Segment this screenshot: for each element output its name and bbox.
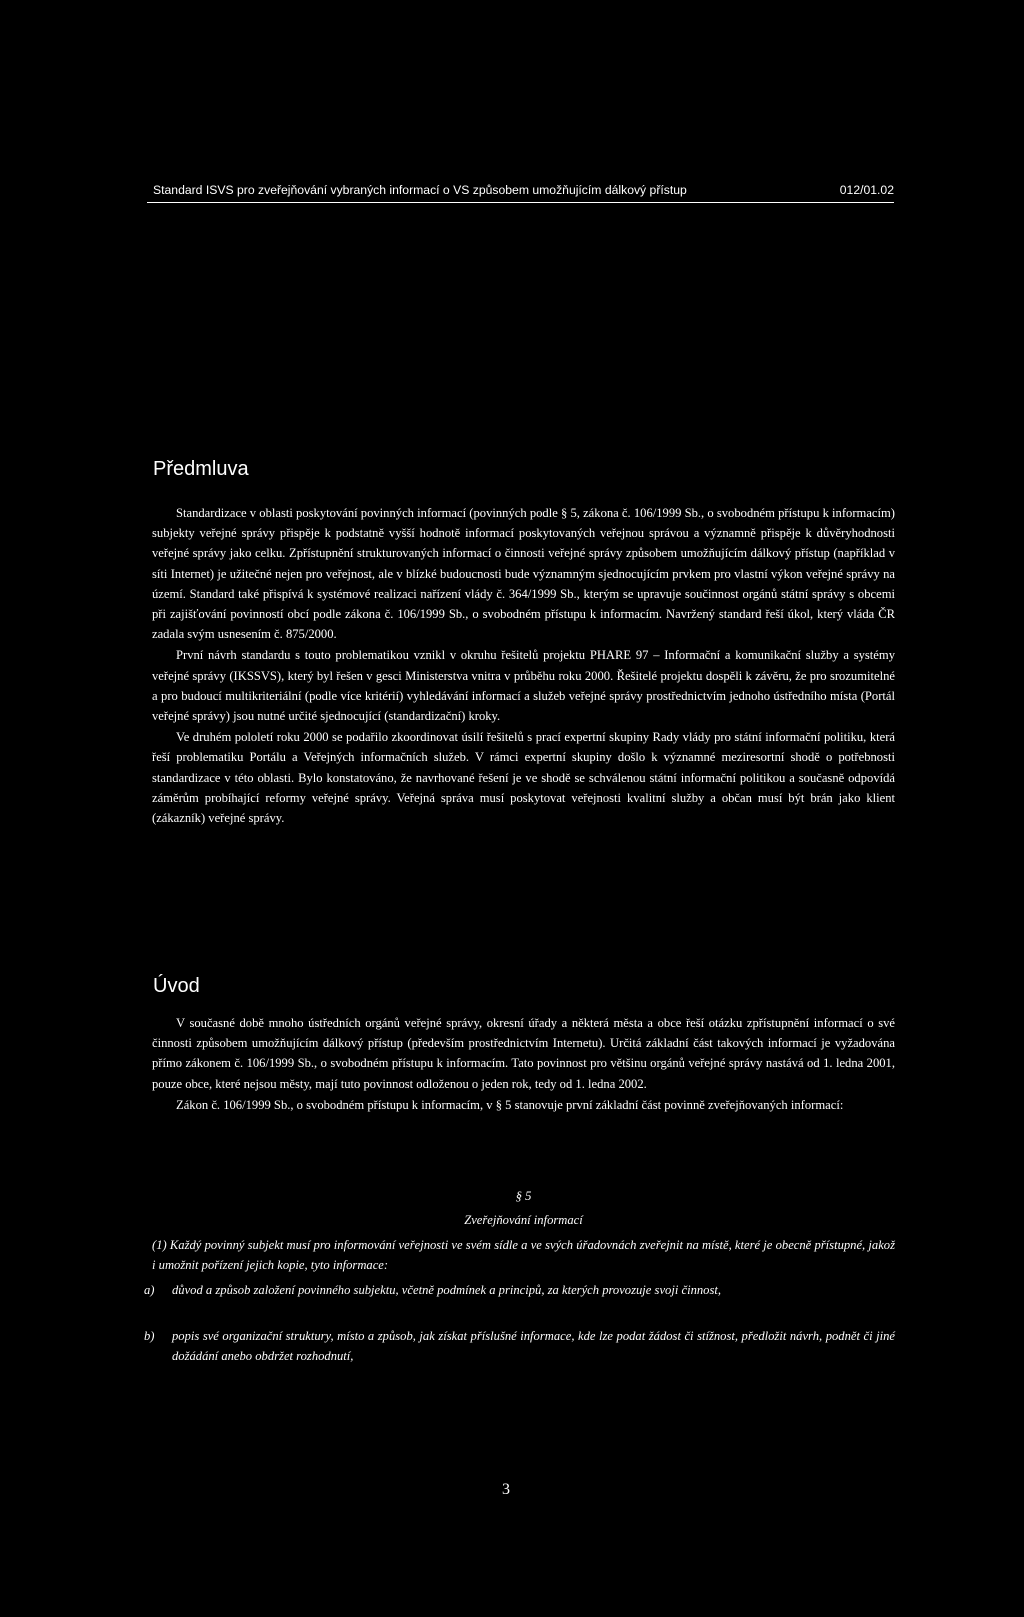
header-title: Standard ISVS pro zveřejňování vybraných informací o VS způsobem umožňujícím dálkový přístup (153, 183, 687, 197)
law-list-marker: b) (144, 1329, 155, 1343)
law-section-number: § 5 (515, 1189, 532, 1203)
introduction-body (152, 1013, 895, 1115)
law-list-text: důvod a způsob založení povinného subjektu, včetně podmínek a principů, za kterých provozuje svoji činnost, (172, 1283, 722, 1297)
law-paragraph-text: (1) Každý povinný subjekt musí pro informování veřejnosti ve svém sídle a ve svých úřadovnách zveřejnit na místě, které je obecně přístupné, jakož i umožnit pořízení jejich kopie, tyto informace: (152, 1238, 895, 1273)
law-list-item-b (144, 1326, 895, 1366)
law-list-text: popis své organizační struktury, místo a způsob, jak získat příslušné informace, kde lze podat žádost či stížnost, předložit návrh, podnět či jiné dožádání anebo obdržet rozhodnutí, (172, 1329, 895, 1364)
law-list-item-a (144, 1280, 895, 1300)
law-list-marker: a) (144, 1283, 155, 1297)
foreword-paragraph-1: Standardizace v oblasti poskytování povinných informací (povinných podle § 5, zákona č. 106/1999 Sb., o svobodném přístupu k informacím) subjekty veřejné správy přispěje k podstatně vyšší hodnotě informací poskytovaných veřejnou správou a významně přispěje k důvěryhodnosti veřejné správy jako celku. Zpřístupnění strukturovaných informací o činnosti veřejné správy způsobem umožňujícím dálkový přístup (například v síti Internet) je užitečné nejen pro veřejnost, ale v blízké budoucnosti bude významným sjednocujícím prvkem pro vlastní výkon veřejné správy na území. Standard také přispívá k systémové realizaci nařízení vlády č. 364/1999 Sb., kterým se upravuje součinnost orgánů státní správy s obcemi při zajišťování povinností obcí podle zákona č. 106/1999 Sb., o svobodném přístupu k informacím. Navržený standard řeší úkol, který vláda ČR zadala svým usnesením č. 875/2000. (152, 506, 895, 642)
introduction-heading: Úvod (153, 975, 200, 997)
running-header (153, 183, 894, 197)
foreword-paragraph-3: Ve druhém pololetí roku 2000 se podařilo zkoordinovat úsilí řešitelů s prací expertní skupiny Rady vlády pro státní informační politiku, která řeší problematiku Portálu a Veřejných informačních služeb. V rámci expertní skupiny došlo k významné meziresortní shodě o potřebnosti standardizace v této oblasti. Bylo konstatováno, že navrhované řešení je ve shodě se schválenou státní informační politikou a současně odpovídá záměrům probíhající reformy veřejné správy. Veřejná správa musí poskytovat veřejnosti kvalitní služby a občan musí být brán jako klient (zákazník) veřejné správy. (152, 730, 895, 826)
header-rule (147, 202, 894, 203)
foreword-heading: Předmluva (153, 458, 249, 480)
header-doc-number: 012/01.02 (839, 183, 894, 197)
introduction-paragraph-1: V současné době mnoho ústředních orgánů veřejné správy, okresní úřady a některá města a obce řeší otázku zpřístupnění informací o své činnosti způsobem umožňujícím dálkový přístup (především prostřednictvím Internetu). Určitá základní část takových informací je vyžadována přímo zákonem č. 106/1999 Sb., o svobodném přístupu k informacím. Tato povinnost pro většinu orgánů veřejné správy nastává od 1. ledna 2001, pouze obce, které nejsou městy, mají tuto povinnost odloženou o jeden rok, tedy od 1. ledna 2002. (152, 1016, 895, 1091)
foreword-body (152, 503, 895, 828)
introduction-paragraph-2: Zákon č. 106/1999 Sb., o svobodném přístupu k informacím, v § 5 stanovuje první základní část povinně zveřejňovaných informací: (176, 1097, 844, 1112)
page-number: 3 (502, 1481, 510, 1498)
foreword-paragraph-2: První návrh standardu s touto problematikou vznikl v okruhu řešitelů projektu PHARE 97 – Informační a komunikační služby a systémy veřejné správy (IKSSVS), který byl řešen v gesci Ministerstva vnitra v průběhu roku 2000. Řešitelé projektu dospěli k závěru, že pro srozumitelné a pro budoucí multikriteriální (podle více kritérií) vyhledávání informací a služeb veřejné správy prostřednictvím jednoho ústředního místa (Portál veřejné správy) jsou nutné určité sjednocující (standardizační) kroky. (152, 648, 895, 724)
law-section-title: Zveřejňování informací (464, 1213, 583, 1227)
law-paragraph (152, 1235, 895, 1275)
